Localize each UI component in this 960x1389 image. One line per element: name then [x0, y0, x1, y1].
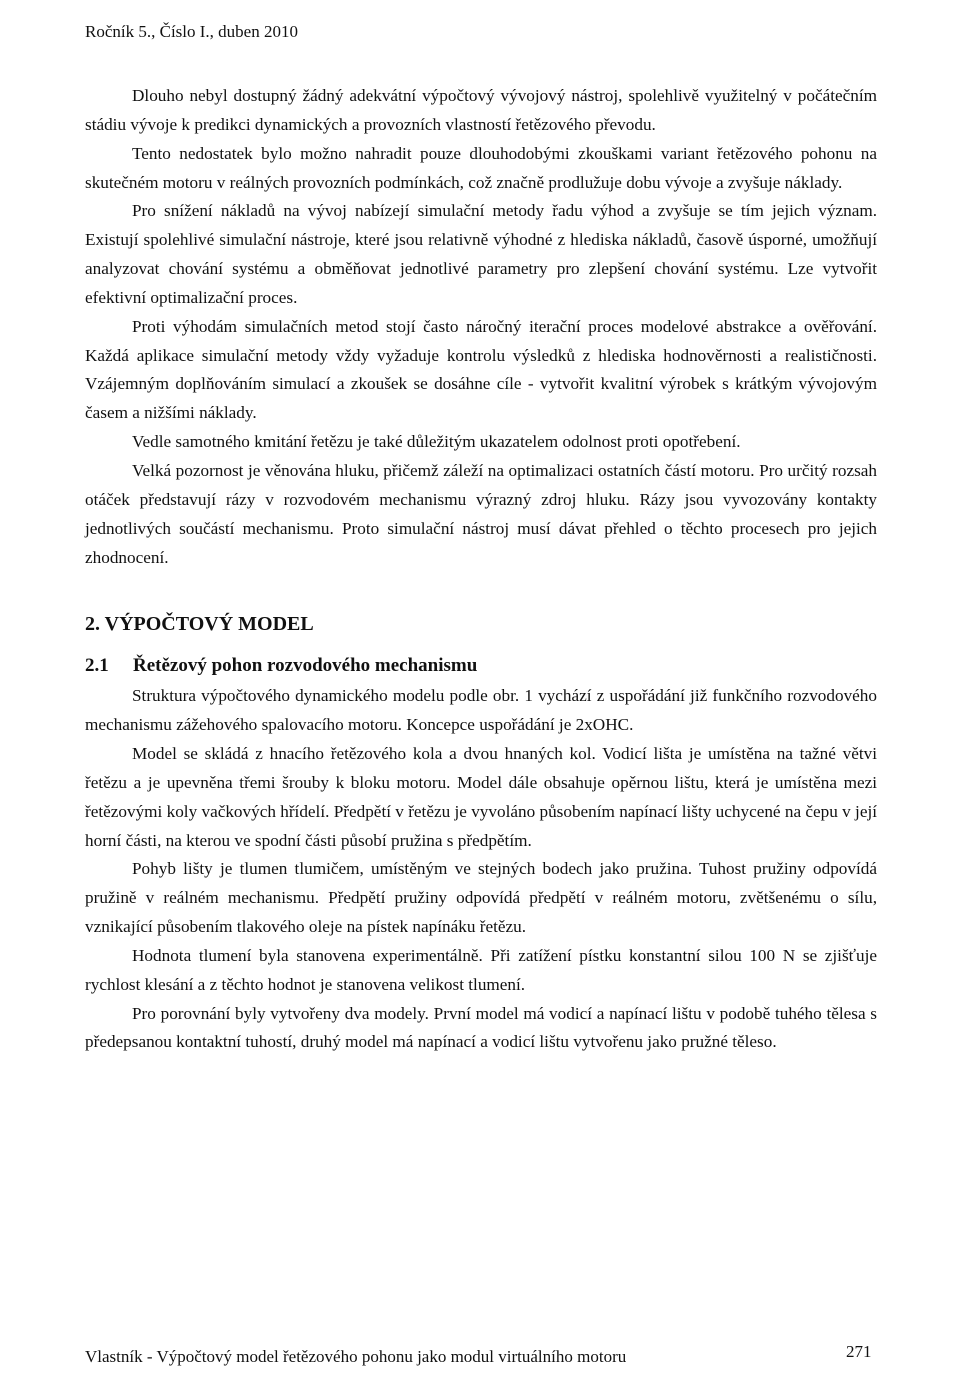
paragraph: Hodnota tlumení byla stanovena experimentálně. Při zatížení pístku konstantní silou 100 N se zjišťuje rychlost klesání a z těchto hodnot je stanovena velikost tlumení.	[85, 945, 877, 994]
paragraph: Pohyb lišty je tlumen tlumičem, umístěným ve stejných bodech jako pružina. Tuhost pružiny odpovídá pružině v reálném mechanismu. Předpětí pružiny odpovídá předpětí v reálném motoru, zvětšenému o sílu, vznikající působením tlakového oleje na pístek napínáku řetězu.	[85, 859, 877, 937]
page-number: 271	[846, 1342, 872, 1361]
body-text	[85, 82, 877, 1057]
paragraph: Pro snížení nákladů na vývoj nabízejí simulační metody řadu výhod a zvyšuje se tím jejich význam. Existují spolehlivé simulační nástroje, které jsou relativně výhodné z hlediska nákladů, časově úsporné, umožňují analyzovat chování systému a obměňovat jednotlivé parametry pro zlepšení chování systému. Lze vytvořit efektivní optimalizační proces.	[85, 201, 877, 307]
subsection-heading	[85, 652, 877, 680]
paragraph: Model se skládá z hnacího řetězového kola a dvou hnaných kol. Vodicí lišta je umístěna na tažné větvi řetězu a je upevněna třemi šrouby k bloku motoru. Model dále obsahuje opěrnou lištu, která je umístěna mezi řetězovými koly vačkových hřídelí. Předpětí v řetězu je vyvoláno působením napínací lišty uchycené na čepu v její horní části, na kterou ve spodní části působí pružina s předpětím.	[85, 744, 877, 850]
section-heading: 2. VÝPOČTOVÝ MODEL	[85, 613, 314, 636]
paragraph: Struktura výpočtového dynamického modelu podle obr. 1 vychází z uspořádání již funkčního rozvodového mechanismu zážehového spalovacího motoru. Koncepce uspořádání je 2xOHC.	[85, 686, 877, 735]
running-footer: Vlastník - Výpočtový model řetězového pohonu jako modul virtuálního motoru	[85, 1347, 627, 1366]
running-header: Ročník 5., Číslo I., duben 2010	[85, 22, 298, 41]
paragraph: Proti výhodám simulačních metod stojí často náročný iterační proces modelové abstrakce a ověřování. Každá aplikace simulační metody vždy vyžaduje kontrolu výsledků z hlediska hodnověrnosti a realističnosti. Vzájemným doplňováním simulací a zkoušek se dosáhne cíle - vytvořit kvalitní výrobek s krátkým vývojovým časem a nižšími náklady.	[85, 316, 877, 423]
paragraph: Tento nedostatek bylo možno nahradit pouze dlouhodobými zkouškami variant řetězového pohonu na skutečném motoru v reálných provozních podmínkách, což značně prodlužuje dobu vývoje a zvyšuje náklady.	[85, 143, 877, 192]
paragraph: Dlouho nebyl dostupný žádný adekvátní výpočtový vývojový nástroj, spolehlivě využitelný v počátečním stádiu vývoje k predikci dynamických a provozních vlastností řetězového převodu.	[85, 86, 877, 134]
paragraph: Vedle samotného kmitání řetězu je také důležitým ukazatelem odolnost proti opotřebení.	[132, 432, 741, 452]
subsection-number: 2.1	[85, 655, 109, 677]
paragraph: Pro porovnání byly vytvořeny dva modely. První model má vodicí a napínací lištu v podobě tuhého tělesa s předepsanou kontaktní tuhostí, druhý model má napínací a vodicí lištu vytvořenu jako pružné těleso.	[85, 1003, 877, 1052]
subsection-title: Řetězový pohon rozvodového mechanismu	[133, 655, 478, 677]
paragraph: Velká pozornost je věnována hluku, přičemž záleží na optimalizaci ostatních částí motoru. Pro určitý rozsah otáček představují rázy v rozvodovém mechanismu výrazný zdroj hluku. Rázy jsou vyvozovány kontakty jednotlivých součástí mechanismu. Proto simulační nástroj musí dávat přehled o těchto procesech pro jejich zhodnocení.	[85, 460, 877, 567]
